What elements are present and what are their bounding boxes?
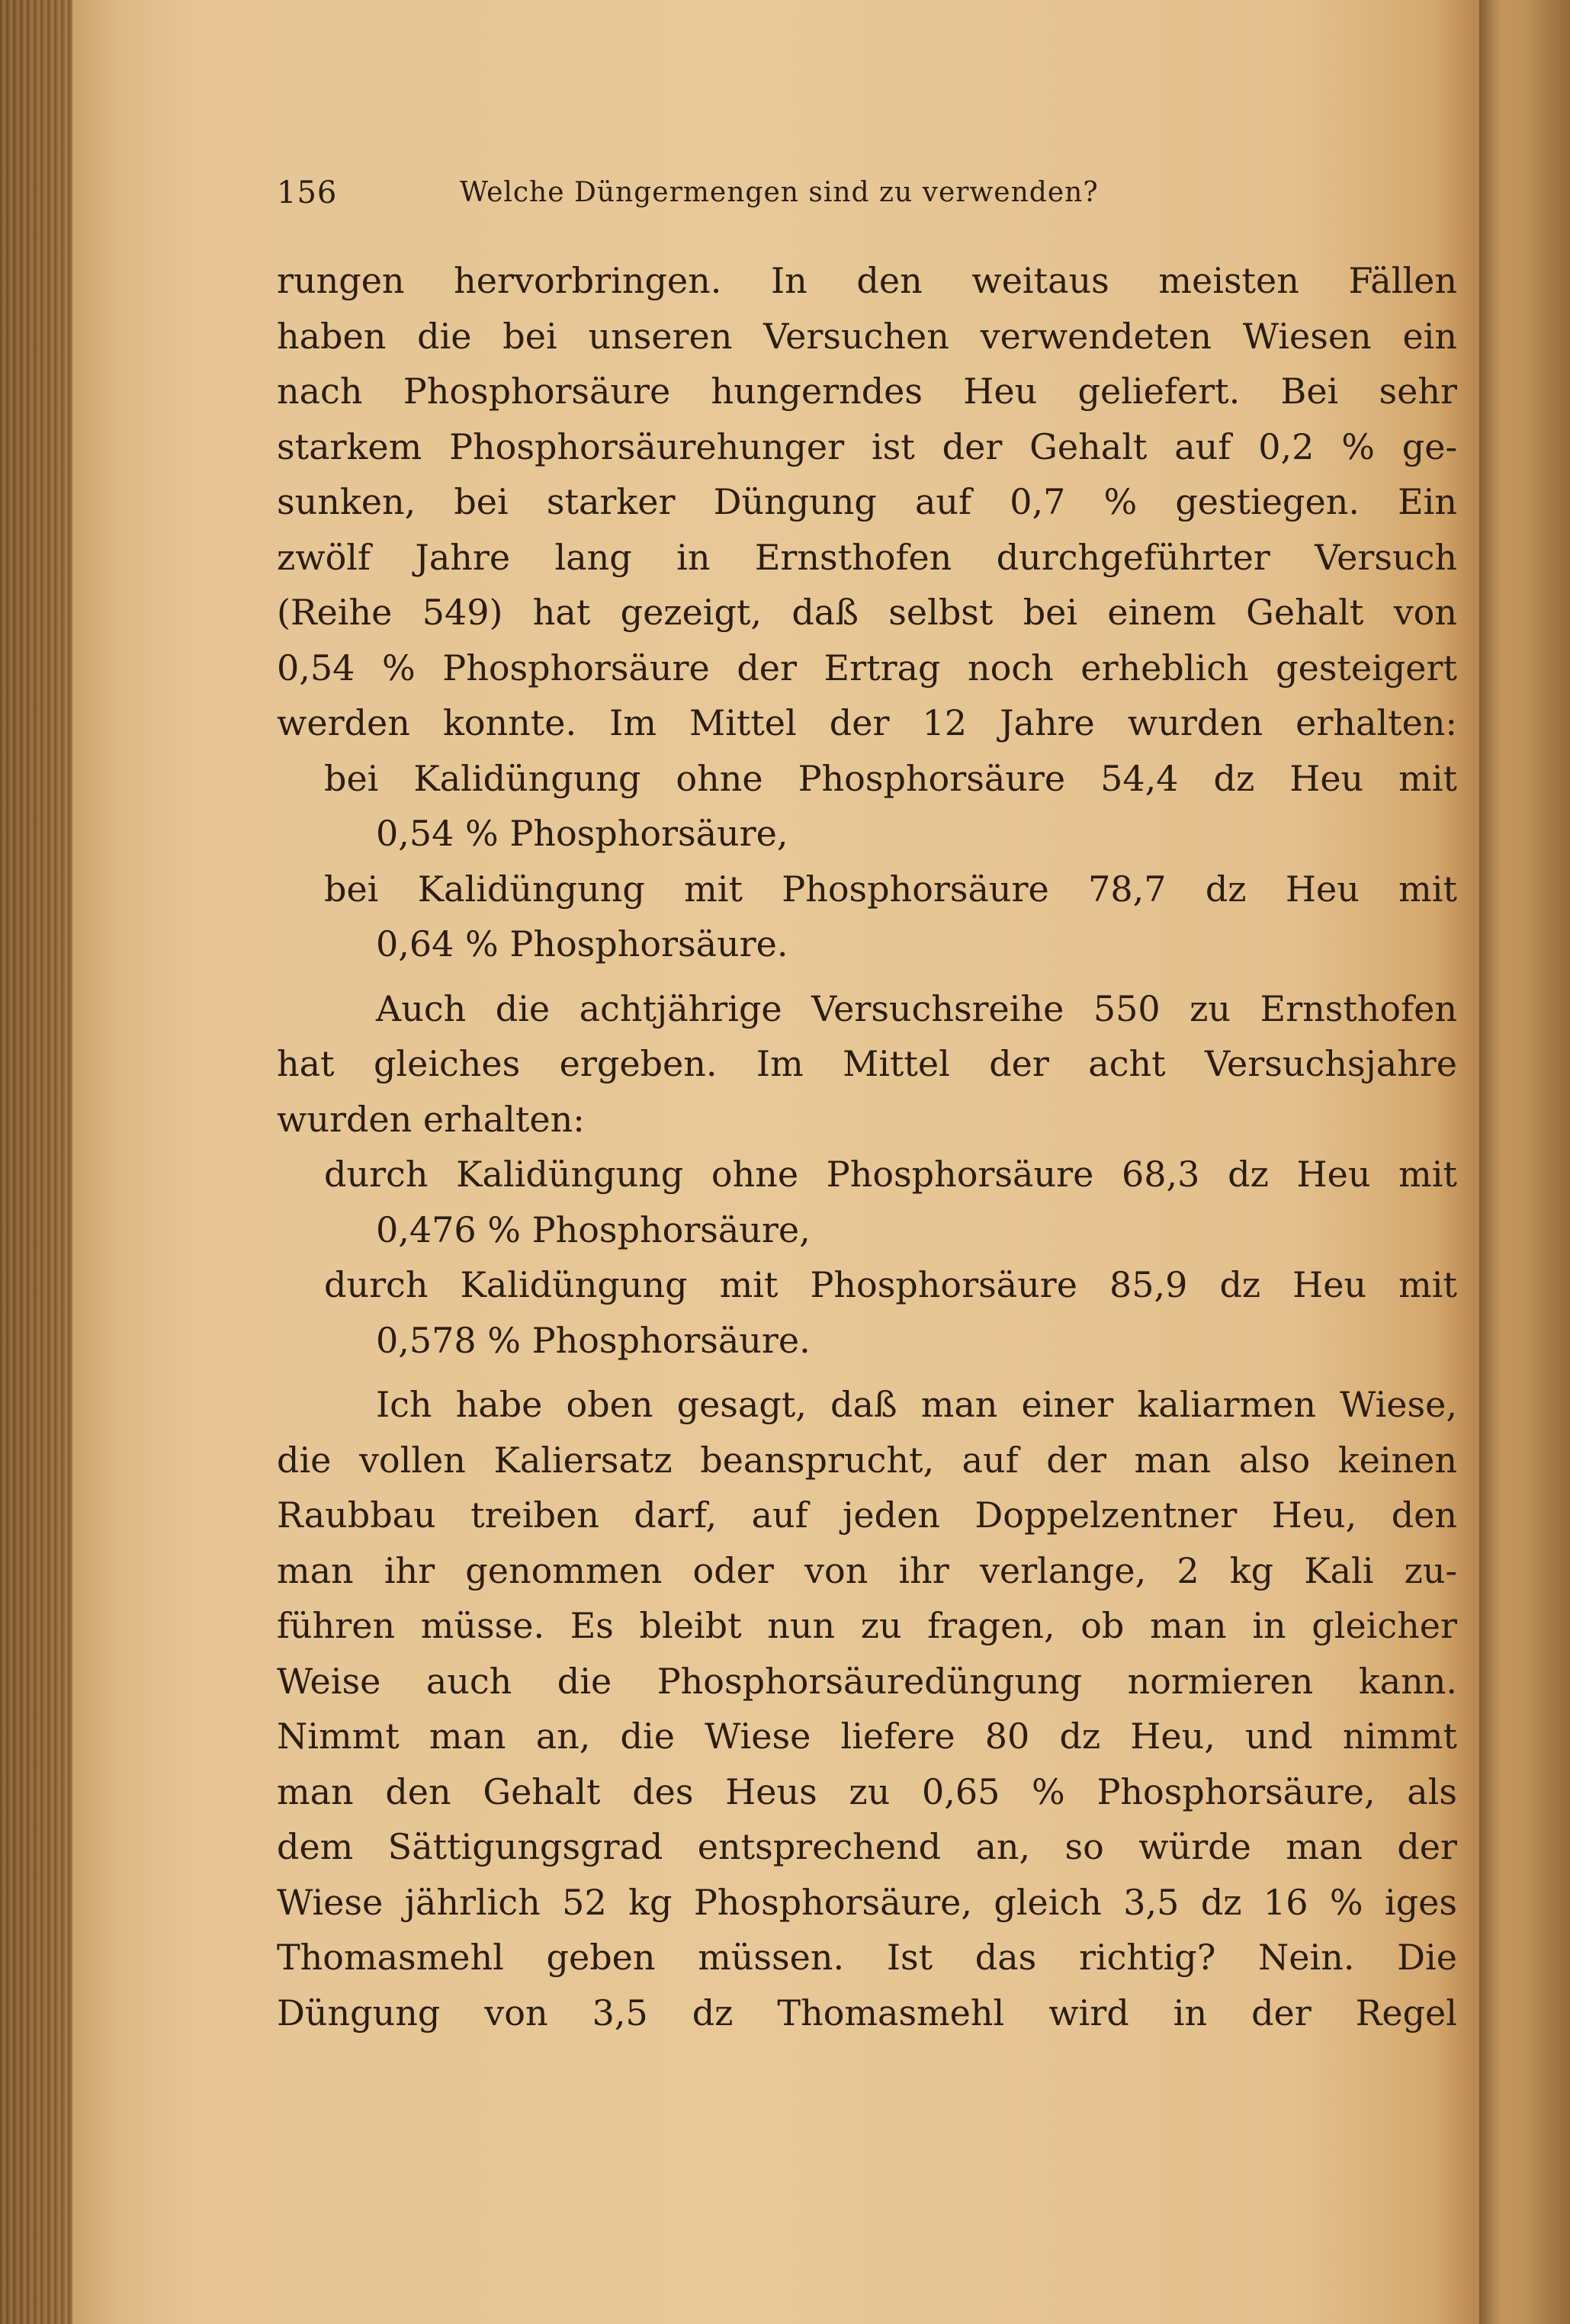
text-line: die vollen Kaliersatz beansprucht, auf der man also keinen [277,1439,1457,1481]
result-line: durch Kalidüngung mit Phosphorsäure 85,9 dz Heu mit [324,1264,1457,1305]
text-line: Thomasmehl geben müssen. Ist das richtig? Nein. Die [277,1937,1457,1978]
text-line: 0,54 % Phosphorsäure der Ertrag noch erheblich gesteigert [277,647,1457,689]
page-header [277,175,1405,229]
text-line: Weise auch die Phosphorsäuredüngung normieren kann. [277,1660,1457,1702]
book-gutter [1479,0,1570,2324]
result-line: bei Kalidüngung mit Phosphorsäure 78,7 dz Heu mit [324,868,1457,910]
text-line: nach Phosphorsäure hungerndes Heu geliefert. Bei sehr [277,371,1457,412]
text-line: zwölf Jahre lang in Ernsthofen durchgeführter Versuch [277,536,1457,578]
text-line: werden konnte. Im Mittel der 12 Jahre wurden erhalten: [277,702,1457,743]
running-title: Welche Düngermengen sind zu verwenden? [460,177,1099,208]
text-line: rungen hervorbringen. In den weitaus meisten Fällen [277,260,1457,301]
result-line: durch Kalidüngung ohne Phosphorsäure 68,3 dz Heu mit [324,1154,1457,1195]
text-line: (Reihe 549) hat gezeigt, daß selbst bei einem Gehalt von [277,592,1457,633]
text-line: führen müsse. Es bleibt nun zu fragen, ob man in gleicher [277,1605,1457,1646]
text-line: man den Gehalt des Heus zu 0,65 % Phosphorsäure, als [277,1770,1457,1812]
page-number: 156 [277,175,338,210]
text-line: Nimmt man an, die Wiese liefere 80 dz Heu, und nimmt [277,1716,1457,1757]
text-line: Auch die achtjährige Versuchsreihe 550 zu Ernsthofen [376,987,1457,1029]
text-line: Düngung von 3,5 dz Thomasmehl wird in der Regel [277,1992,1457,2034]
text-line: haben die bei unseren Versuchen verwendeten Wiesen ein [277,315,1457,357]
result-line: 0,476 % Phosphorsäure, [376,1209,811,1250]
body-text [277,253,1457,2040]
text-line: man ihr genommen oder von ihr verlange, 2 kg Kali zu- [277,1549,1457,1591]
text-line: sunken, bei starker Düngung auf 0,7 % gestiegen. Ein [277,481,1457,522]
result-line: 0,64 % Phosphorsäure. [376,923,788,965]
text-line: starkem Phosphorsäurehunger ist der Gehalt auf 0,2 % ge- [277,425,1457,467]
result-line: bei Kalidüngung ohne Phosphorsäure 54,4 dz Heu mit [324,757,1457,799]
result-line: 0,578 % Phosphorsäure. [376,1319,811,1361]
text-line: Wiese jährlich 52 kg Phosphorsäure, gleich 3,5 dz 16 % iges [277,1881,1457,1923]
text-line: Raubbau treiben darf, auf jeden Doppelzentner Heu, den [277,1494,1457,1536]
text-line: Ich habe oben gesagt, daß man einer kaliarmen Wiese, [376,1384,1457,1425]
text-line: wurden erhalten: [277,1098,585,1140]
book-page [72,0,1479,2324]
page-edges [0,0,72,2324]
text-line: hat gleiches ergeben. Im Mittel der acht Versuchsjahre [277,1043,1457,1084]
result-line: 0,54 % Phosphorsäure, [376,813,788,854]
text-line: dem Sättigungsgrad entsprechend an, so würde man der [277,1826,1457,1867]
